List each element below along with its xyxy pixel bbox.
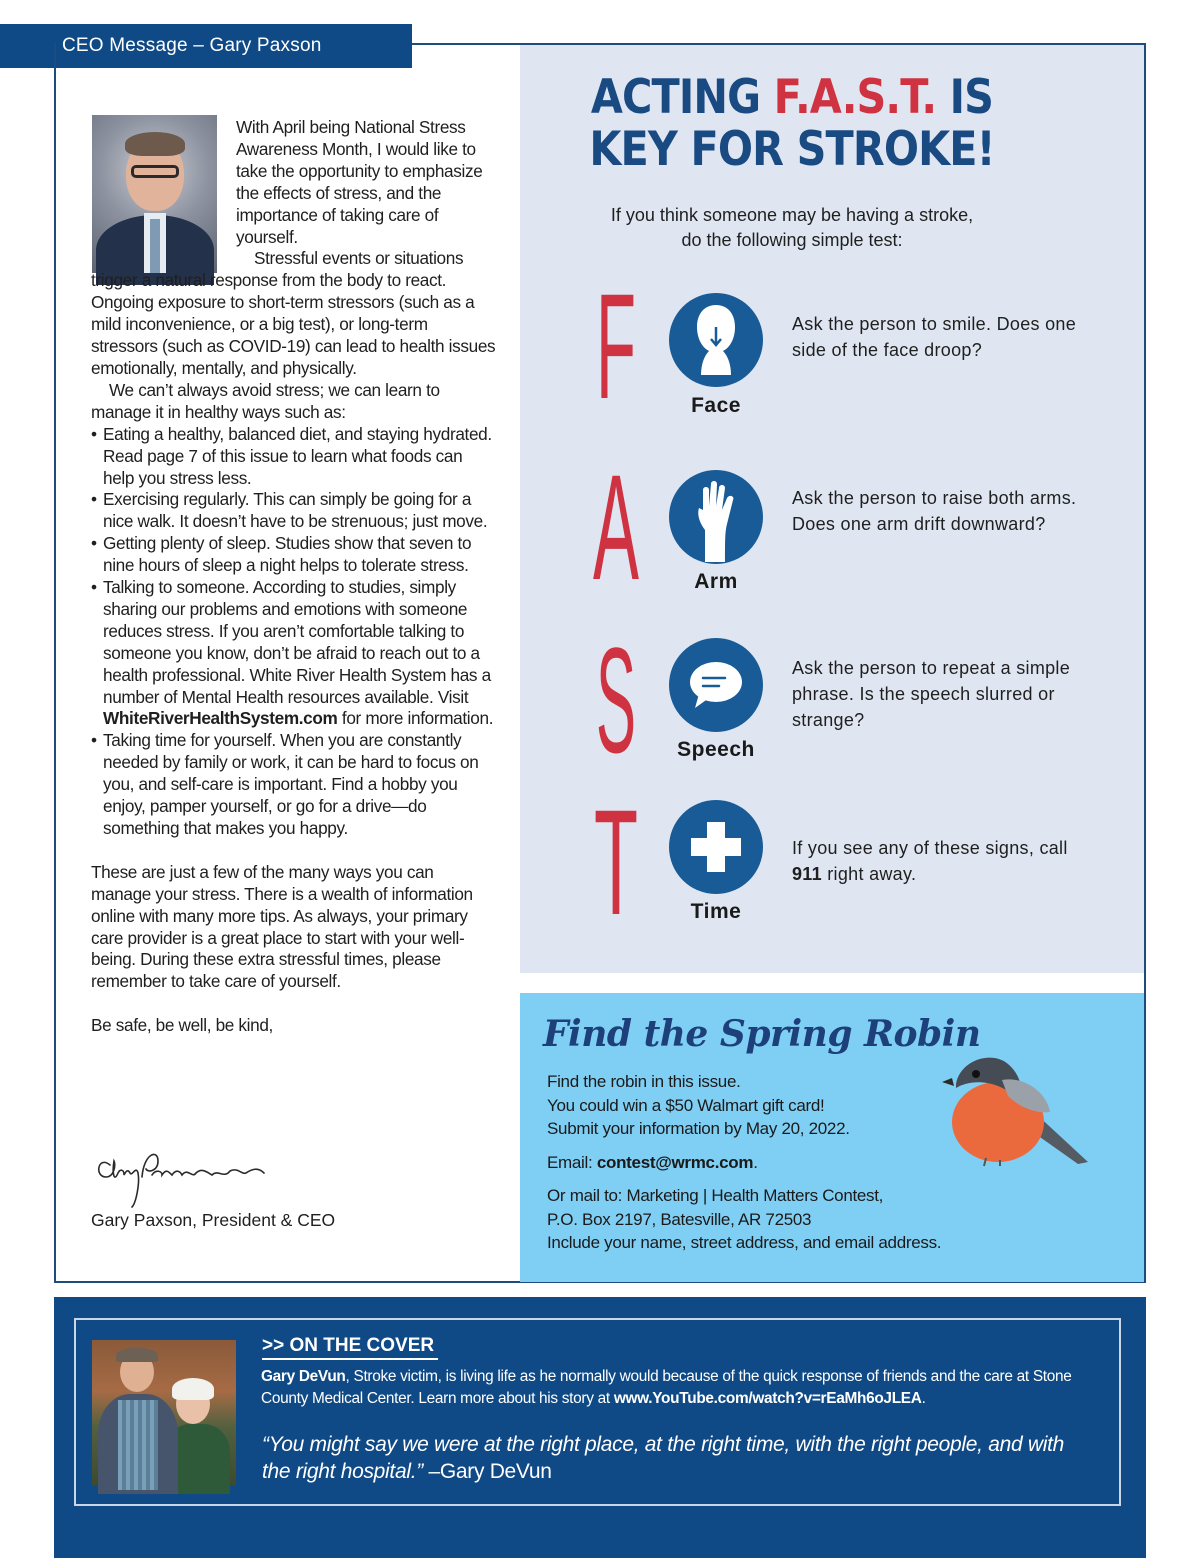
ceo-message-body [91,117,496,1037]
ceo-signature [92,1143,272,1211]
list-item: • Taking time for yourself. When you are constantly needed by family or work, it can be hard to focus on you, and self-care is important. Find a hobby you enjoy, pamper yourself, or go for a drive—do something that makes you happy. [91,730,479,838]
ceo-signoff: Be safe, be well, be kind, [91,1015,273,1036]
ceo-paragraph-2: Stressful events or situations trigger a natural response from the body to react. Ongoing exposure to short-term stressors (such as a mild inconvenience, or a big test), or long-term stressors (such as COVID-19) can lead to health issues emotionally, mentally, and physically. [91,248,496,378]
youtube-link[interactable]: www.YouTube.com/watch?v=rEaMh6oJLEA [613,1390,922,1407]
fast-title: ACTING F.A.S.T. IS KEY FOR STROKE! [589,70,995,177]
svg-text:A: A [593,443,639,611]
fast-letter-t [588,778,644,946]
step-desc-face: Ask the person to smile. Does one side of the face droop? [792,314,1077,360]
step-desc-time: If you see any of these signs, call 911 right away. [792,838,1068,884]
step-label-time: Time [690,900,742,923]
robin-contest-title: Find the Spring Robin [543,1013,981,1055]
svg-text:T: T [594,778,638,946]
raised-hand-icon [669,470,763,564]
ceo-paragraph-1: With April being National Stress Awareness Month, I would like to take the opportunity to emphasize the effects of stress, and the importance of taking care of yourself. [236,117,483,247]
section-header-label: CEO Message – Gary Paxson [62,35,322,56]
list-item: • Getting plenty of sleep. Studies show that seven to nine hours of sleep a night helps to tolerate stress. [91,533,472,576]
fast-letter-f [588,262,644,430]
fast-intro: If you think someone may be having a stroke, do the following simple test: [610,205,974,250]
list-item: • Exercising regularly. This can simply be going for a nice walk. It doesn’t have to be strenuous; just move. [91,489,488,532]
face-icon [669,293,763,387]
step-label-speech: Speech [677,738,755,761]
list-item: • Eating a healthy, balanced diet, and staying hydrated. Read page 7 of this issue to learn what foods can help you stress less. [91,423,492,488]
step-label-face: Face [691,394,741,417]
on-the-cover-body: Gary DeVun, Stroke victim, is living life as he normally would because of the quick response of friends and the care at Stone County Medical Center. Learn more about his story at www.YouTube.com/watch?v=rEaMh6oJLEA. [261,1368,1072,1407]
speech-bubble-icon [669,638,763,732]
cover-photo [92,1340,236,1486]
fast-letter-s [588,616,644,784]
ceo-closing-paragraph: These are just a few of the many ways you can manage your stress. There is a wealth of information online with many more tips. As always, your primary care provider is a great place to start with your well-being. During these extra stressful times, please remember to take care of yourself. [91,861,473,992]
list-item: • Talking to someone. According to studies, simply sharing our problems and emotions with someone reduces stress. If you aren’t comfortable talking to someone you know, don’t be afraid to reach out to a health professional. White River Health System has a number of Mental Health resources available. Visit WhiteRiverHealthSystem.com for more information. [91,577,494,729]
svg-text:S: S [596,616,636,784]
ceo-signer-name: Gary Paxson, President & CEO [91,1210,336,1230]
robin-contest-details: Find the robin in this issue. You could win a $50 Walmart gift card! Submit your information by May 20, 2022. Email: contest@wrmc.com. Or mail to: Marketing | Health Matters Contest, P.O. Box 2197, Batesville, AR 72503 Include your name, street address, and email address. [547,1072,942,1252]
step-desc-arm: Ask the person to raise both arms. Does one arm drift downward? [792,488,1077,534]
fast-letter-a [588,443,644,611]
contest-email-link[interactable]: contest@wrmc.com [596,1152,754,1172]
on-the-cover-heading: >> ON THE COVER [262,1334,438,1360]
robin-bird-icon [942,1050,1092,1168]
stress-tips-list [91,424,496,840]
cover-quote: “You might say we were at the right place, at the right time, with the right people, and with the right hospital.” –Gary DeVun [262,1433,1065,1483]
health-system-link[interactable]: WhiteRiverHealthSystem.com [103,708,338,729]
svg-text:F: F [596,262,636,430]
ceo-paragraph-3: We can’t always avoid stress; we can learn to manage it in healthy ways such as: [91,379,440,422]
step-label-arm: Arm [694,570,738,593]
medical-cross-icon [669,800,763,894]
step-desc-speech: Ask the person to repeat a simple phrase. Is the speech slurred or strange? [792,658,1071,730]
